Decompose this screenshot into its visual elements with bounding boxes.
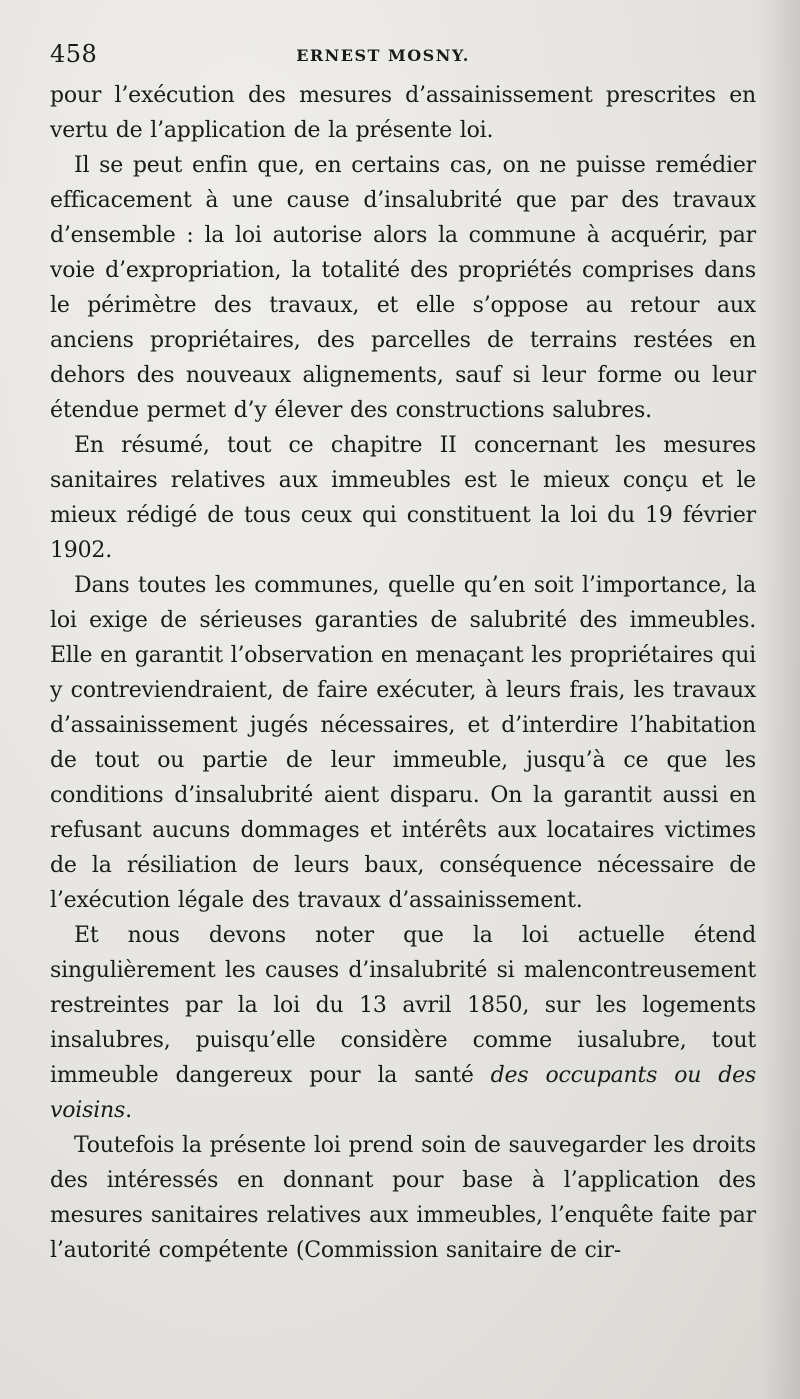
paragraph-toutefois: Toutefois la présente loi prend soin de sauvegarder les droits des intéressés en donnant pour base à l’application des mesures sanitaires relatives aux immeubles, l’enquête faite par l’autorité compétente (Commission sanitaire de cir- — [50, 1133, 756, 1263]
paragraph-expropriation: Il se peut enfin que, en certains cas, on ne puisse remédier efficacement à une cause d’insalubrité que par des travaux d’ensemble : la loi autorise alors la commune à acquérir, par voie d’expropriation, la totalité des propriétés comprises dans le périmètre des travaux, et elle s’oppose au retour aux anciens propriétaires, des parcelles de terrains restées en dehors des nouveaux alignements, sauf si leur forme ou leur étendue permet d’y élever des constructions salubres. — [50, 153, 756, 423]
paragraph-garanties: Dans toutes les communes, quelle qu’en soit l’importance, la loi exige de sérieuses garanties de salubrité des immeubles. Elle en garantit l’observation en menaçant les propriétaires qui y contreviendraient, de faire exécuter, à leurs frais, les travaux d’assainissement jugés nécessaires, et d’interdire l’habitation de tout ou partie de leur immeuble, jusqu’à ce que les conditions d’insalubrité aient disparu. On la garantit aussi en refusant aucuns dommages et intérêts aux locataires victimes de la résiliation de leurs baux, conséquence nécessaire de l’exécution légale des travaux d’assainissement. — [50, 573, 756, 913]
paragraph-continuation: pour l’exécution des mesures d’assainissement prescrites en vertu de l’application de la présente loi. — [50, 83, 756, 143]
paragraph-text-end: . — [125, 1098, 132, 1123]
running-title: ERNEST MOSNY. — [296, 46, 470, 65]
running-header — [50, 38, 756, 78]
paragraph-text: Et nous devons noter que la loi actuelle étend singulièrement les causes d’insalubrité si malencontreusement restreintes par la loi du 13 avril 1850, sur les logements insalubres, puisqu’elle considère comme iusalubre, tout immeuble dangereux pour la santé — [50, 923, 756, 1088]
paragraph-causes-insalubrite — [50, 918, 756, 1128]
italic-phrase: des occupants ou des voisins — [50, 1063, 756, 1123]
body-text — [50, 78, 756, 1268]
paragraph-resume: En résumé, tout ce chapitre II concernant les mesures sanitaires relatives aux immeubles est le mieux conçu et le mieux rédigé de tous ceux qui constituent la loi du 19 février 1902. — [50, 433, 756, 563]
page-number: 458 — [50, 40, 98, 68]
